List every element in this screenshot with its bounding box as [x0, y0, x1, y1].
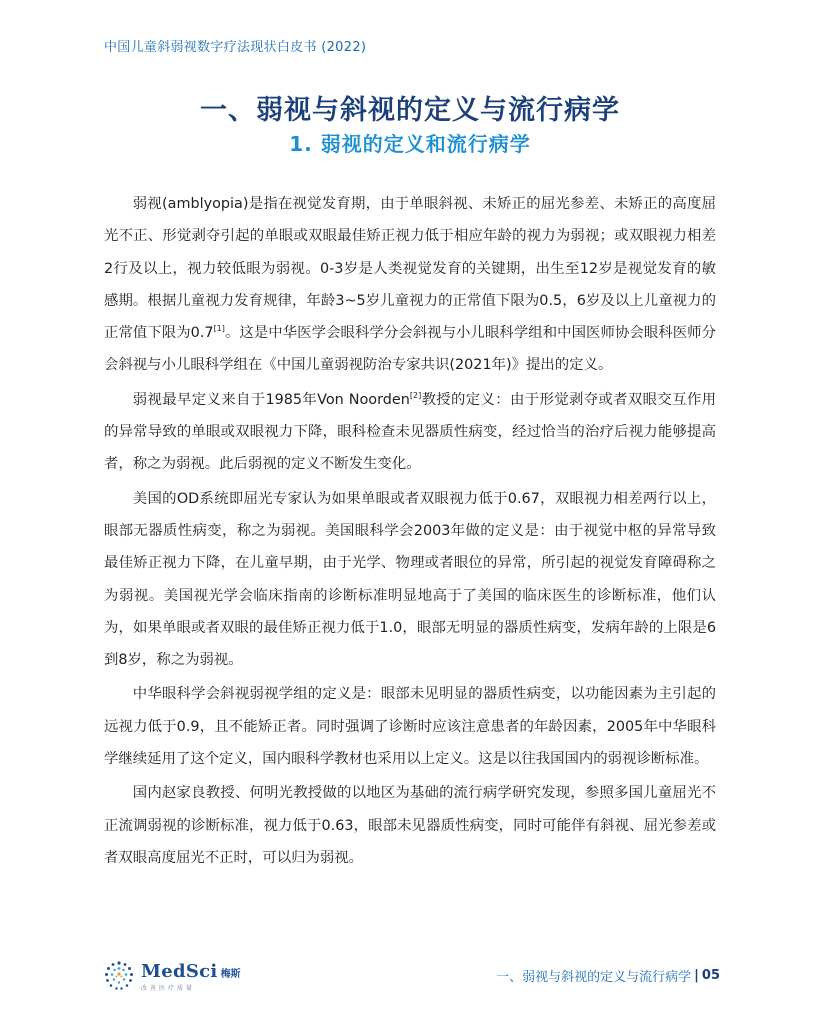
paragraph-2-text-a: 弱视最早定义来自于1985年Von Noorden	[132, 391, 410, 408]
footer-separator: |	[694, 968, 699, 983]
logo-chinese-name: 梅斯	[220, 968, 241, 980]
page-number: 05	[701, 968, 720, 983]
paragraph-2-text-b: 教授的定义：由于形觉剥夺或者双眼交互作用的异常导致的单眼或双眼视力下降，眼科检查未见器质性病变，经过恰当的治疗后视力能够提高者，称之为弱视。此后弱视的定义不断发生变化。	[104, 391, 716, 473]
medsci-logo	[102, 960, 241, 992]
paragraph-3: 美国的OD系统即屈光专家认为如果单眼或者双眼视力低于0.67，双眼视力相差两行以上，眼部无器质性病变，称之为弱视。美国眼科学会2003年做的定义是：由于视觉中枢的异常导致最佳矫正视力下降，在儿童早期，由于光学、物理或者眼位的异常，所引起的视觉发育障碍称之为弱视。美国视光学会临床指南的诊断标准明显地高于了美国的临床医生的诊断标准，他们认为，如果单眼或者双眼的最佳矫正视力低于1.0，眼部无明显的器质性病变，发病年龄的上限是6到8岁，称之为弱视。	[104, 490, 716, 669]
section-title: 1. 弱视的定义和流行病学	[289, 132, 531, 156]
paragraph-1-text-a: 弱视(amblyopia)是指在视觉发育期，由于单眼斜视、未矫正的屈光参差、未矫正的高度屈光不正、形觉剥夺引起的单眼或双眼最佳矫正视力低于相应年龄的视力为弱视；或双眼视力相差2行及以上，视力较低眼为弱视。0-3岁是人类视觉发育的关键期，出生至12岁是视觉发育的敏感期。根据儿童视力发育规律，年龄3~5岁儿童视力的正常值下限为0.5，6岁及以上儿童视力的正常值下限为0.7	[104, 196, 716, 342]
paragraph-1-text-b: 。这是中华医学会眼科学分会斜视与小儿眼科学组和中国医师协会眼科医师分会斜视与小儿眼科学组在《中国儿童弱视防治专家共识(2021年)》提出的定义。	[104, 325, 716, 374]
logo-row	[141, 961, 241, 982]
paragraph-4: 中华眼科学会斜视弱视学组的定义是：眼部未见明显的器质性病变，以功能因素为主引起的远视力低于0.9，且不能矫正者。同时强调了诊断时应该注意患者的年龄因素，2005年中华眼科学继续延用了这个定义，国内眼科学教材也采用以上定义。这是以往我国国内的弱视诊断标准。	[104, 686, 716, 768]
logo-name: MedSci	[141, 960, 218, 982]
logo-slogan: 改善医疗质量	[141, 984, 196, 992]
logo-text	[141, 961, 241, 992]
footer-chapter-title: 一、弱视与斜视的定义与流行病学	[496, 970, 692, 985]
body-text	[104, 188, 716, 876]
paragraph-5: 国内赵家良教授、何明光教授做的以地区为基础的流行病学研究发现，参照多国儿童屈光不正流调弱视的诊断标准，视力低于0.63，眼部未见器质性病变，同时可能伴有斜视、屈光参差或者双眼高度屈光不正时，可以归为弱视。	[104, 785, 716, 866]
citation-ref-2[interactable]: [2]	[409, 390, 422, 400]
chapter-title: 一、弱视与斜视的定义与流行病学	[200, 95, 620, 126]
paragraph-2	[104, 384, 716, 481]
medsci-globe-icon	[102, 960, 136, 992]
paragraph-1	[104, 188, 716, 382]
citation-ref-1[interactable]: [1]	[213, 324, 225, 334]
running-header: 中国儿童斜弱视数字疗法现状白皮书 (2022)	[104, 40, 367, 55]
page-footer	[496, 966, 720, 985]
